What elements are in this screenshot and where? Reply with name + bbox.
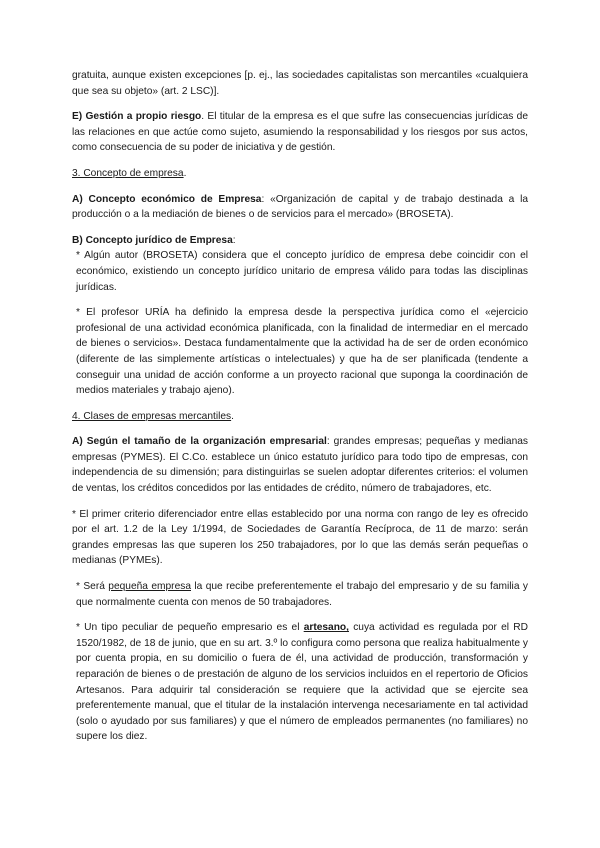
economico-paragraph <box>72 192 528 223</box>
artesano-term: artesano, <box>303 622 349 634</box>
juridico-paragraph <box>72 248 528 295</box>
uria-text: * El profesor URÍA ha definido la empresa desde la perspectiva jurídica como el «ejercicio profesional de una actividad económica planificada, con la finalidad de intermediar en el mercado de bienes o servicios». Destaca fundamentalmente que la actividad ha de ser de orden económico (diferente de las simplemente artísticas o intelectuales) y que ha de ser planificada (tendente a conseguir una unidad de acción conforme a un proyecto racional que suponga la coordinación de medios materiales y trabajo ajeno). <box>76 307 528 397</box>
pequena-after: la que recibe preferentemente el trabajo del empresario y de su familia y que normalmente cuenta con menos de 50 trabajadores. <box>76 581 528 608</box>
intro-text: gratuita, aunque existen excepciones [p. ej., las sociedades capitalistas son mercantiles «cualquiera que sea su objeto» (art. 2 LSC)]. <box>72 70 528 97</box>
criterio-paragraph <box>72 507 528 569</box>
section-4-title <box>72 409 528 425</box>
juridico-heading: B) Concepto jurídico de Empresa <box>72 234 233 246</box>
section-4-title-text: 4. Clases de empresas mercantiles <box>72 410 232 422</box>
section-3-title <box>72 166 528 182</box>
artesano-paragraph <box>72 620 528 745</box>
intro-paragraph <box>72 68 528 99</box>
section-3-title-suffix: . <box>183 167 187 179</box>
artesano-after: cuya actividad es regulada por el RD 1520/1982, de 18 de junio, que en su art. 3.º lo configura como persona que realiza habitualmente y por cuenta propia, en su domicilio o fuera de él, una actividad de producción, transformación y reparación de bienes o de prestación de alguno de los servicios incluidos en el repertorio de Oficios Artesanos. Para adquirir tal consideración se requiere que la actividad que se ejercite sea preferentemente manual, que el titular de la instalación intervenga necesariamente en tal actividad (solo o ayudado por sus familiares) y que el número de empleados permanentes (no familiares) no supere los diez. <box>76 622 529 743</box>
artesano-before: * Un tipo peculiar de pequeño empresario es el <box>76 622 304 634</box>
tamano-paragraph <box>72 434 528 496</box>
economico-text: : «Organización de capital y de trabajo destinada a la producción o a la mediación de bienes o de servicios para el mercado» (BROSETA). <box>72 193 528 221</box>
juridico-text: * Algún autor (BROSETA) considera que el concepto jurídico de empresa debe coincidir con el económico, existiendo un concepto jurídico unitario de empresa válido para todas las disciplinas jurídicas. <box>76 250 528 293</box>
pequena-paragraph <box>72 579 528 610</box>
economico-heading: A) Concepto económico de Empresa <box>72 193 262 205</box>
criterio-text: * El primer criterio diferenciador entre ellas establecido por una norma con rango de ley es ofrecido por el art. 1.2 de la Ley 1/1994, de Sociedades de Garantía Recíproca, de 11 de marzo: serán grandes empresas las que superen los 250 trabajadores, por lo que las demás serán pequeñas o medianas (PYMEs). <box>72 508 528 567</box>
gestion-paragraph <box>72 109 528 156</box>
pequena-underlined: pequeña empresa <box>108 581 191 593</box>
section-3-title-text: 3. Concepto de empresa <box>72 167 184 179</box>
tamano-text: : grandes empresas; pequeñas y medianas empresas (PYMES). El C.Co. establece un único estatuto jurídico para todo tipo de empresas, con independencia de su dimensión; para distinguirlas se suelen adoptar diferentes criterios: el volumen de ventas, los créditos concedidos por las entidades de crédito, número de trabajadores, etc. <box>72 436 528 495</box>
juridico-heading-line <box>72 233 528 249</box>
pequena-before: * Será <box>76 581 109 593</box>
section-4-title-suffix: . <box>231 410 234 422</box>
juridico-heading-suffix: : <box>232 234 236 246</box>
gestion-text: . El titular de la empresa es el que sufre las consecuencias jurídicas de las relaciones en que actúe como sujeto, asumiendo la responsabilidad y los riesgos por sus actos, como consecuencia de su poder de iniciativa y de gestión. <box>72 111 529 154</box>
uria-paragraph <box>72 305 528 399</box>
gestion-heading: E) Gestión a propio riesgo <box>72 111 202 123</box>
tamano-heading: A) Según el tamaño de la organización empresarial <box>72 436 327 448</box>
